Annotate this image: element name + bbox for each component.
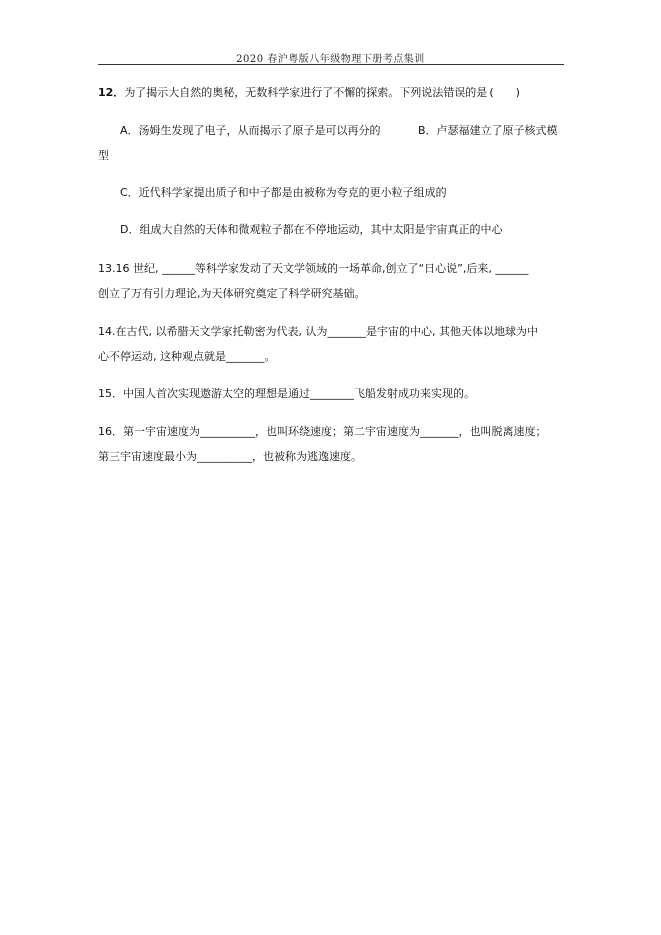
question-15-line-1: 15．中国人首次实现遨游太空的理想是通过________飞船发射成功来实现的。 xyxy=(98,387,475,400)
page-header-title: 2020 春沪粤版八年级物理下册考点集训 xyxy=(236,54,425,65)
question-13-line-1: 13.16 世纪, ______等科学家发动了天文学领域的一场革命,创立了“日心说”,后来, ______ xyxy=(98,262,529,275)
question-16-line-1: 16．第一宇宙速度为__________，也叫环绕速度；第二宇宙速度为_______，也叫脱离速度； xyxy=(98,425,547,438)
question-14-line-2: 心不停运动, 这种观点就是_______。 xyxy=(98,350,276,363)
option-b-continued: 型 xyxy=(98,149,109,162)
question-16-line-2: 第三宇宙速度最小为__________，也被称为逃逸速度。 xyxy=(98,450,362,463)
option-a: A．汤姆生发现了电子，从而揭示了原子是可以再分的 xyxy=(120,124,381,137)
option-d: D．组成大自然的天体和微观粒子都在不停地运动，其中太阳是宇宙真正的中心 xyxy=(120,223,503,236)
header-rule xyxy=(98,64,564,65)
question-13-line-2: 创立了万有引力理论,为天体研究奠定了科学研究基础。 xyxy=(98,287,366,300)
option-b: B．卢瑟福建立了原子核式模 xyxy=(418,124,558,137)
option-c: C．近代科学家提出质子和中子都是由被称为夸克的更小粒子组成的 xyxy=(120,186,447,199)
question-12-number: 12． xyxy=(98,86,125,99)
answer-paren: ( ) xyxy=(489,86,520,99)
question-14-line-1: 14.在古代, 以希腊天文学家托勒密为代表, 认为_______是宇宙的中心, 其他天体以地球为中 xyxy=(98,325,538,338)
question-12-stem: 为了揭示大自然的奥秘，无数科学家进行了不懈的探索。下列说法错误的是 xyxy=(124,86,488,99)
question-12-stem-line xyxy=(98,86,520,100)
